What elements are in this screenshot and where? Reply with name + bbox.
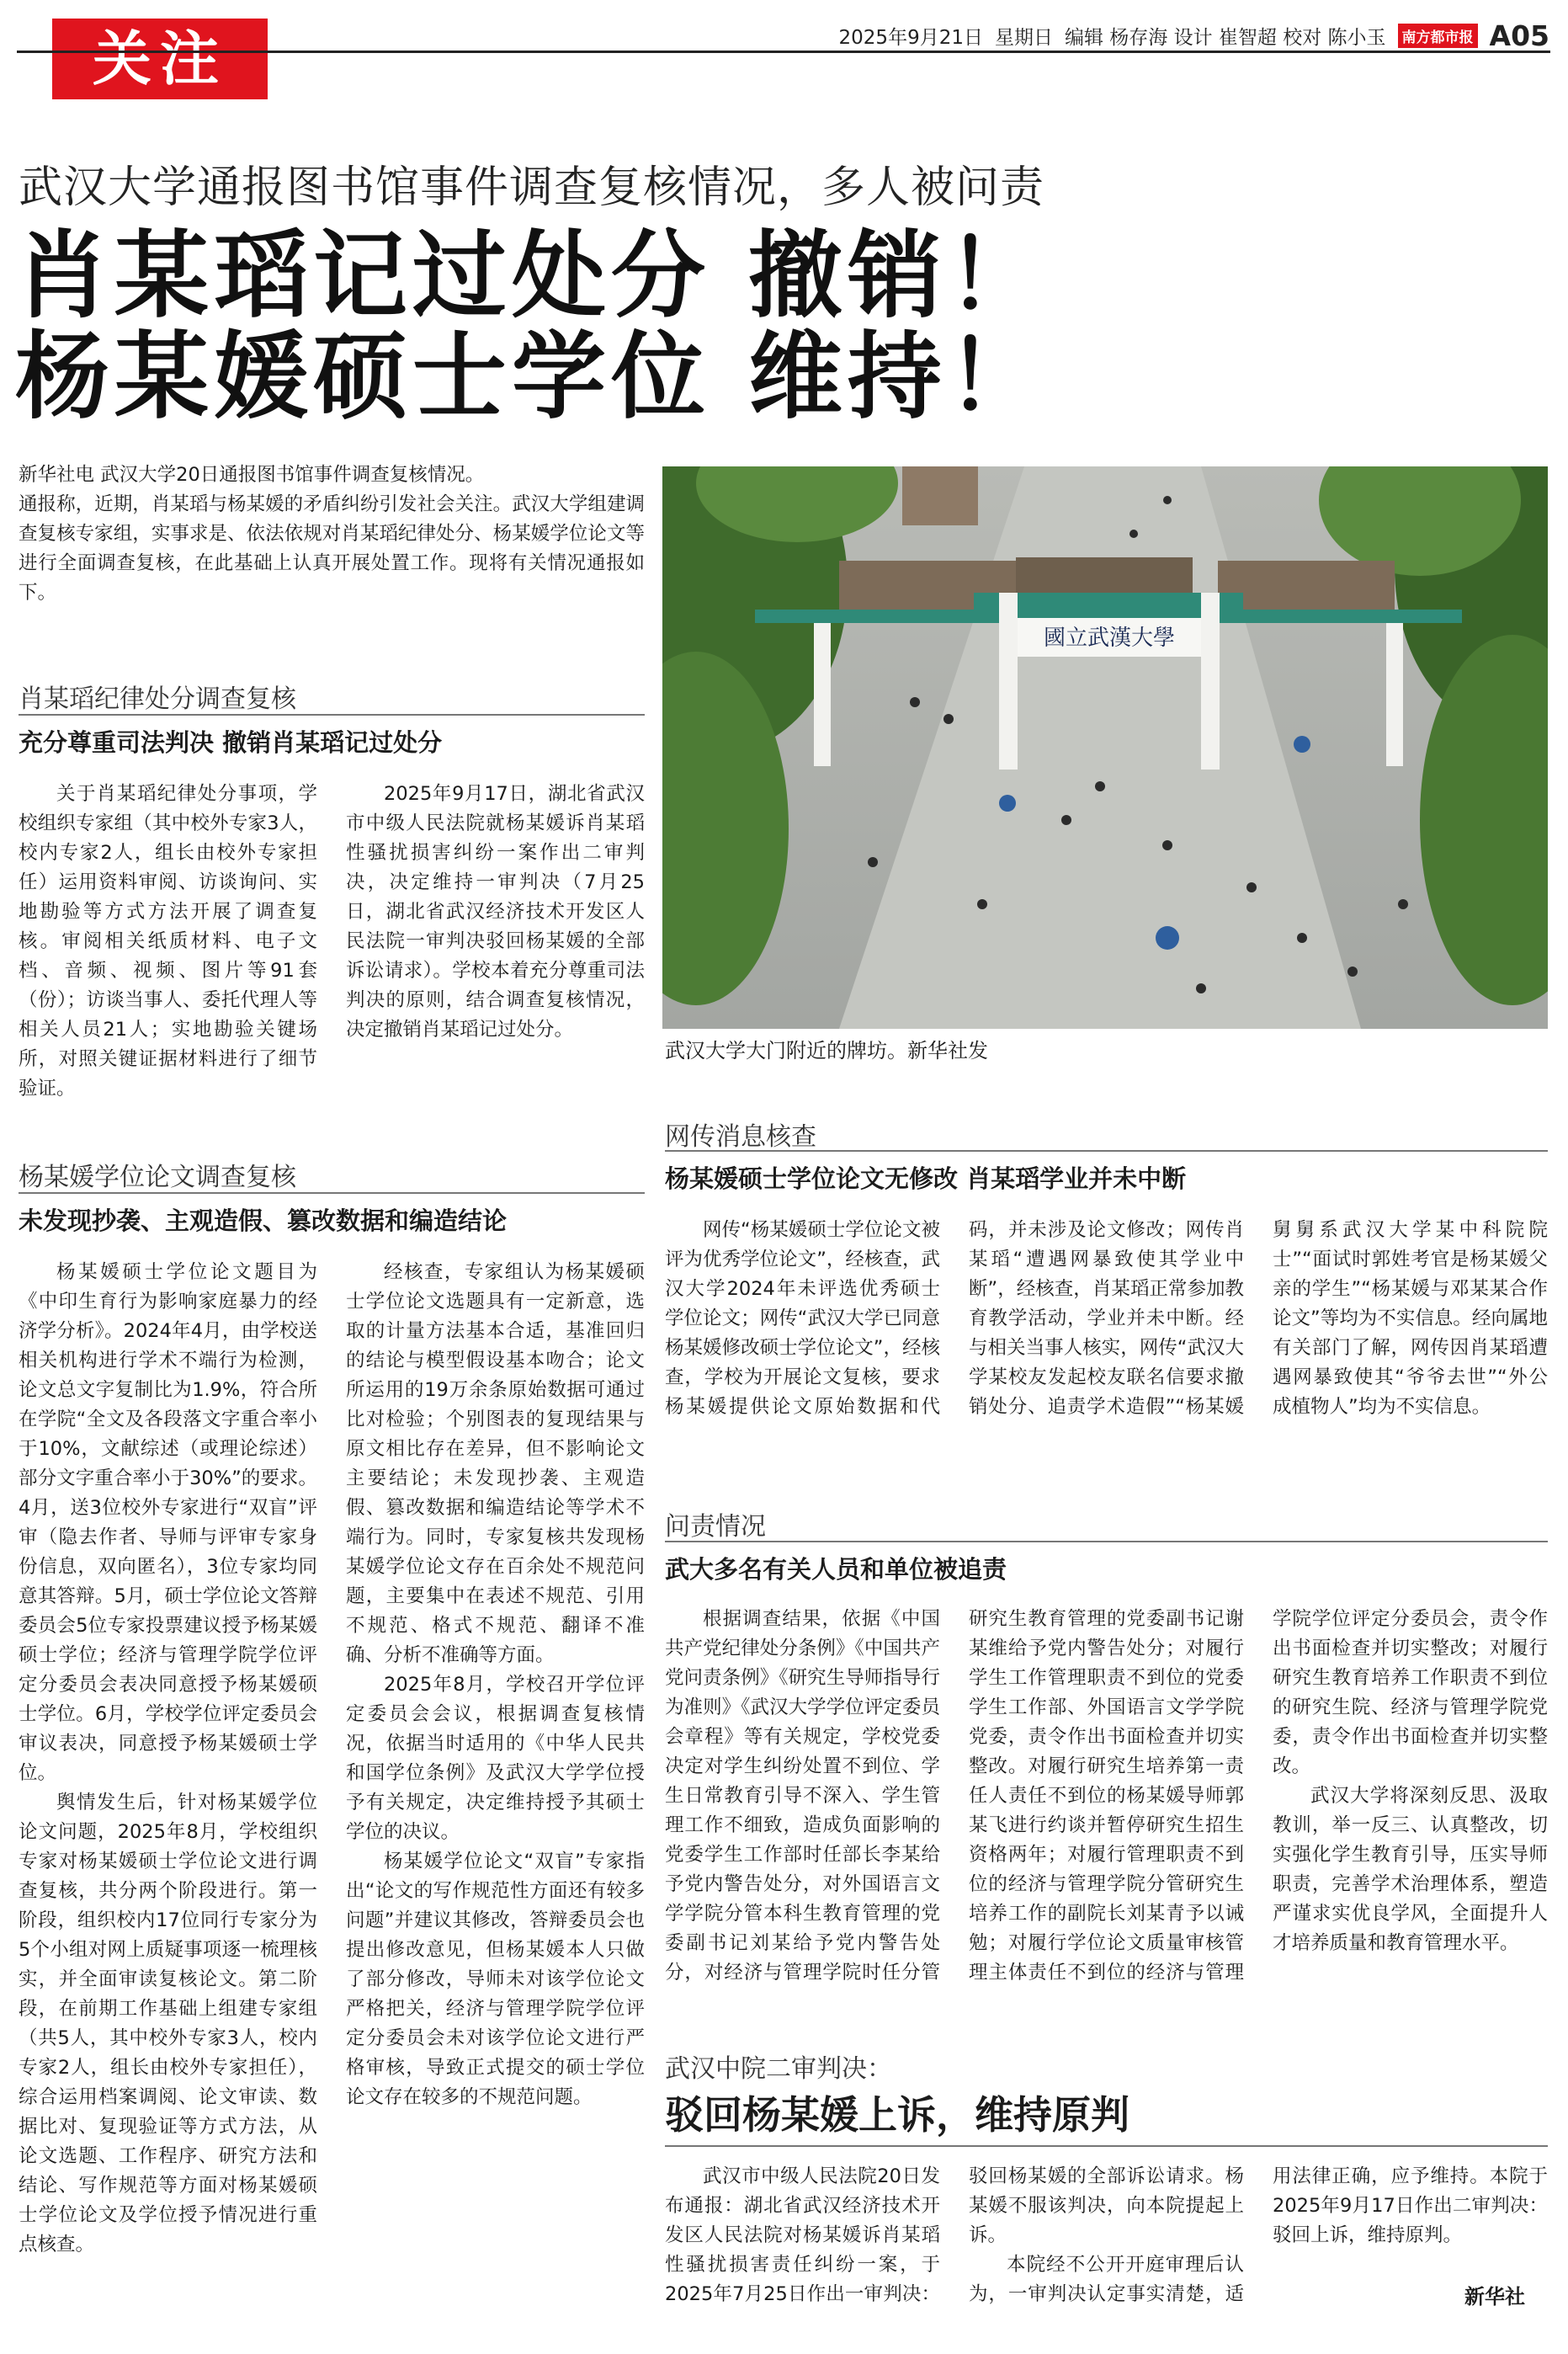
section-body-discipline bbox=[19, 780, 645, 1104]
section-label-accountability: 问责情况 bbox=[665, 1512, 766, 1542]
paragraph: 杨某媛学位论文“双盲”专家指出“论文的写作规范性方面还有较多问题”并建议其修改，答辩委员会也提出修改意见，但杨某媛本人只做了部分修改，导师未对该学位论文严格把关，经济与管理学院学位评定分委员会未对该学位论文进行严格审核，导致正式提交的硕士学位论文存在较多的不规范问题。 bbox=[346, 1851, 645, 2108]
page-number: A05 bbox=[1489, 19, 1549, 52]
text-column bbox=[346, 780, 645, 1104]
section-rule bbox=[19, 1192, 645, 1194]
lead-dateline: 新华社电 武汉大学20日通报图书馆事件调查复核情况。 bbox=[19, 464, 485, 486]
paragraph: 2025年8月，学校召开学位评定委员会会议，根据调查复核情况，依据当时适用的《中华人民共和国学位条例》及武汉大学学位授予有关规定，决定维持授予其硕士学位的决议。 bbox=[346, 1674, 645, 1843]
section-body-rumors bbox=[665, 1216, 1548, 1422]
paragraph: 2025年9月17日，湖北省武汉市中级人民法院就杨某媛诉肖某瑫性骚扰损害纠纷一案作出二审判决，决定维持一审判决（7月25日，湖北省武汉经济技术开发区人民法院一审判决驳回杨某媛的全部诉讼请求）。学校本着充分尊重司法判决的原则，结合调查复核情况，决定撤销肖某瑫记过处分。 bbox=[346, 783, 645, 1041]
kicker-headline: 武汉大学通报图书馆事件调查复核情况，多人被问责 bbox=[19, 162, 1045, 213]
section-label-thesis: 杨某媛学位论文调查复核 bbox=[19, 1163, 296, 1192]
gate-illustration bbox=[662, 466, 1548, 1029]
section-subtitle-discipline: 充分尊重司法判决 撤销肖某瑫记过处分 bbox=[19, 728, 443, 757]
issue-date: 2025年9月21日 bbox=[838, 26, 983, 49]
section-label-rumors: 网传消息核查 bbox=[665, 1122, 816, 1152]
section-subtitle-accountability: 武大多名有关人员和单位被追责 bbox=[665, 1555, 1007, 1584]
section-body-court bbox=[665, 2162, 1548, 2309]
arch-inscription: 國立武漢大學 bbox=[1043, 626, 1176, 651]
paragraph: 经核查，专家组认为杨某媛硕士学位论文选题具有一定新意，选取的计量方法基本合适，基准回归的结论与模型假设基本吻合；论文所运用的19万余条原始数据可通过比对检验；个别图表的复现结果与原文相比存在差异，但不影响论文主要结论；未发现抄袭、主观造假、篡改数据和编造结论等学术不端行为。同时，专家复核共发现杨某媛学位论文存在百余处不规范问题，主要集中在表述不规范、引用不规范、格式不规范、翻译不准确、分析不准确等方面。 bbox=[346, 1261, 645, 1666]
section-label-discipline: 肖某瑫纪律处分调查复核 bbox=[19, 684, 296, 714]
section-body-accountability bbox=[665, 1605, 1548, 1988]
paragraph: 根据调查结果，依据《中国共产党纪律处分条例》《中国共产党问责条例》《研究生导师指导行为准则》《武汉大学学位评定委员会章程》等有关规定，学校党委决定对学生纠纷处置不到位、学生日常教育引导不深入、学生管理工作不细致，造成负面影响的党委学生工作部时任部长李某给予党内警告处分，对外国语言文学学院分管本科生教育管理的党委副书记刘某给予党内警告处分，对经济与管理学院时任分管研究生教育管理的党委副书记谢某维给予党内警告处分；对履行学生工作管理职责不到位的党委学生工作部、外国语言文学学院党委，责令作出书面检查并切实整改。对履行研究生培养第一责任人责任不到位的杨某媛导师郭某飞进行约谈并暂停研究生招生资格两年；对履行管理职责不到位的经济与管理学院分管研究生培养工作的副院长刘某青予以诫勉；对履行学位论文质量审核管理主体责任不到位的经济与管理学院学位评定分委员会，责令作出书面检查并切实整改；对履行研究生教育培养工作职责不到位的研究生院、经济与管理学院党委，责令作出书面检查并切实整改。 bbox=[665, 1608, 1548, 1984]
main-headline-line2: 杨某媛硕士学位 维持！ bbox=[15, 322, 1046, 432]
main-headline-line1: 肖某瑫记过处分 撤销！ bbox=[15, 221, 1046, 331]
section-rule bbox=[19, 714, 645, 716]
staff-credits: 编辑 杨存海 设计 崔智超 校对 陈小玉 bbox=[1064, 26, 1386, 49]
lead-text bbox=[19, 461, 645, 608]
paragraph: 杨某媛硕士学位论文题目为《中印生育行为影响家庭暴力的经济学分析》。2024年4月，由学校送相关机构进行学术不端行为检测，论文总文字复制比为1.9%，符合所在学院“全文及各段落文字重合率小于10%，文献综述（或理论综述）部分文字重合率小于30%”的要求。4月，送3位校外专家进行“双盲”评审（隐去作者、导师与评审专家身份信息，双向匿名），3位专家均同意其答辩。5月，硕士学位论文答辩委员会5位专家投票建议授予杨某媛硕士学位；经济与管理学院学位评定分委员会表决同意授予杨某媛硕士学位。6月，学校学位评定委员会审议表决，同意授予杨某媛硕士学位。 bbox=[19, 1261, 317, 1784]
text-column bbox=[19, 780, 317, 1104]
paragraph: 关于肖某瑫纪律处分事项，学校组织专家组（其中校外专家3人，校内专家2人，组长由校外专家担任）运用资料审阅、访谈询问、实地勘验等方式方法开展了调查复核。审阅相关纸质材料、电子文档、音频、视频、图片等91套（份）；访谈当事人、委托代理人等相关人员21人；实地勘验关键场所，对照关键证据材料进行了细节验证。 bbox=[19, 783, 317, 1100]
text-column bbox=[19, 1258, 317, 2260]
section-rule bbox=[665, 2145, 1548, 2147]
paragraph: 武汉市中级人民法院20日发布通报：湖北省武汉经济技术开发区人民法院对杨某媛诉肖某瑫性骚扰损害责任纠纷一案，于2025年7月25日作出一审判决：驳回杨某媛的全部诉讼请求。杨某媛不服该判决，向本院提起上诉。 bbox=[665, 2165, 1244, 2305]
paper-logo: 南方都市报 bbox=[1398, 24, 1478, 48]
photo-caption: 武汉大学大门附近的牌坊。新华社发 bbox=[665, 1039, 988, 1062]
section-body-thesis bbox=[19, 1258, 645, 2260]
header-meta bbox=[839, 20, 1549, 51]
section-rule bbox=[665, 1150, 1548, 1152]
photo-university-gate bbox=[662, 466, 1548, 1029]
section-tag: 关注 bbox=[52, 19, 268, 99]
section-rule bbox=[665, 1541, 1548, 1542]
paragraph: 武汉大学将深刻反思、汲取教训，举一反三、认真整改，切实强化学生教育引导，压实导师职责，完善学术治理体系，塑造严谨求实优良学风，全面提升人才培养质量和教育管理水平。 bbox=[1273, 1785, 1548, 1954]
section-subtitle-thesis: 未发现抄袭、主观造假、篡改数据和编造结论 bbox=[19, 1206, 508, 1235]
text-column bbox=[346, 1258, 645, 2260]
byline: 新华社 bbox=[1464, 2285, 1525, 2309]
paragraph: 本院经不公开开庭审理后认为，一审判决认定事实清楚，适用法律正确，应予维持。本院于2025年9月17日作出二审判决：驳回上诉，维持原判。 bbox=[969, 2165, 1548, 2305]
paragraph: 网传“杨某媛硕士学位论文被评为优秀学位论文”，经核查，武汉大学2024年未评选优秀硕士学位论文；网传“武汉大学已同意杨某媛修改硕士学位论文”，经核查，学校为开展论文复核，要求杨某媛提供论文原始数据和代码，并未涉及论文修改；网传肖某瑫“遭遇网暴致使其学业中断”，经核查，肖某瑫正常参加教育教学活动，学业并未中断。经与相关当事人核实，网传“武汉大学某校友发起校友联名信要求撤销处分、追责学术造假”“杨某媛舅舅系武汉大学某中科院院士”“面试时郭姓考官是杨某媛父亲的学生”“杨某媛与邓某某合作论文”等均为不实信息。经向属地有关部门了解，网传因肖某瑫遭遇网暴致使其“爷爷去世”“外公成植物人”均为不实信息。 bbox=[665, 1219, 1548, 1418]
lead-paragraph: 通报称，近期，肖某瑫与杨某媛的矛盾纠纷引发社会关注。武汉大学组建调查复核专家组，实事求是、依法依规对肖某瑫纪律处分、杨某媛学位论文等进行全面调查复核，在此基础上认真开展处置工作。现将有关情况通报如下。 bbox=[19, 493, 645, 604]
issue-weekday: 星期日 bbox=[994, 26, 1053, 49]
section-title-court: 驳回杨某媛上诉，维持原判 bbox=[665, 2092, 1129, 2138]
section-subtitle-rumors: 杨某媛硕士学位论文无修改 肖某瑫学业并未中断 bbox=[665, 1164, 1187, 1193]
section-label-court: 武汉中院二审判决： bbox=[665, 2054, 892, 2084]
header-rule bbox=[17, 51, 1550, 53]
paragraph: 舆情发生后，针对杨某媛学位论文问题，2025年8月，学校组织专家对杨某媛硕士学位论文进行调查复核，共分两个阶段进行。第一阶段，组织校内17位同行专家分为5个小组对网上质疑事项逐一梳理核实，并全面审读复核论文。第二阶段，在前期工作基础上组建专家组（共5人，其中校外专家3人，校内专家2人，组长由校外专家担任），综合运用档案调阅、论文审读、数据比对、复现验证等方式方法，从论文选题、工作程序、研究方法和结论、写作规范等方面对杨某媛硕士学位论文及学位授予情况进行重点核查。 bbox=[19, 1792, 317, 2255]
